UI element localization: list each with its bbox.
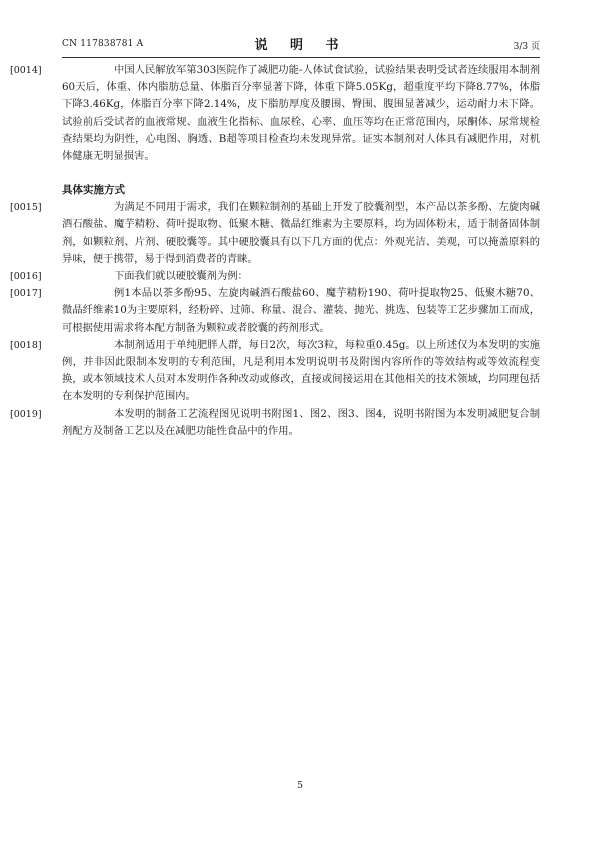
page-indicator: 3/3 页 bbox=[513, 42, 540, 52]
paragraph-0015 bbox=[10, 199, 540, 268]
paragraph-number: [0015] bbox=[10, 202, 42, 214]
paragraph-text: 本发明的制备工艺流程图见说明书附图1、图2、图3、图4，说明书附图为本发明减肥复合制剂配方及制备工艺以及在减肥功能性食品中的作用。 bbox=[62, 407, 540, 437]
paragraph-text: 中国人民解放军第303医院作了减肥功能-人体试食试验，试验结果表明受试者连续服用本制剂60天后，体重、体内脂肪总量、体脂百分率显著下降，体重下降5.05Kg，超重度平均下降8.77%，体脂下降3.46Kg，体脂百分率下降2.14%，皮下脂肪厚度及腰围、臀围、腹围显著减少，运动耐力未下降。试验前后受试者的血液常规、血液生化指标、血尿栓、心率、血压等均在正常范围内，尿酮体、尿常规检查结果均为阴性，心电图、胸透、B超等项目检查均未发现异常。证实本制剂对人体具有减肥作用，对机体健康无明显损害。 bbox=[62, 64, 540, 163]
paragraph-number: [0014] bbox=[10, 65, 42, 76]
paragraph-0019 bbox=[10, 406, 540, 440]
paragraph-text: 下面我们就以硬胶囊剂为例： bbox=[114, 270, 248, 283]
paragraph-number: [0019] bbox=[10, 408, 42, 420]
paragraph-number: [0017] bbox=[10, 288, 42, 300]
paragraph-0018 bbox=[10, 337, 540, 406]
section-heading: 具体实施方式 bbox=[62, 184, 125, 197]
document-title: 说 明 书 bbox=[254, 38, 348, 53]
paragraph-0014 bbox=[10, 62, 540, 165]
paragraph-0017 bbox=[10, 285, 540, 337]
paragraph-number: [0016] bbox=[10, 271, 42, 283]
paragraph-0016 bbox=[10, 268, 540, 285]
paragraph-text: 为满足不同用于需求，我们在颗粒制剂的基础上开发了胶囊剂型，本产品以茶多酚、左旋肉碱酒石酸盐、魔芋精粉、荷叶提取物、低聚木糖、微晶红维素为主要原料，均为固体粉末，适于制备固体制剂，如颗粒剂、片剂、硬胶囊等。其中硬胶囊具有以下几方面的优点：外观光洁、美观，可以掩盖原料的异味，便于携带，易于得到消费者的青睐。 bbox=[62, 201, 540, 265]
publication-number: CN 117838781 A bbox=[62, 39, 144, 49]
header-rule bbox=[62, 57, 540, 58]
page-header bbox=[62, 34, 540, 56]
paragraph-text: 例1本品以茶多酚95、左旋肉碱酒石酸盐60、魔芋精粉190、荷叶提取物25、低聚木糖70、微晶纤维素10为主要原料，经粉碎、过筛、称量、混合、灌装、抛光、挑选、包装等工艺步骤加工而成，可根据使用需求将本配方制备为颗粒或者胶囊的药剂形式。 bbox=[62, 287, 540, 334]
footer-page-number: 5 bbox=[296, 780, 304, 791]
paragraph-number: [0018] bbox=[10, 339, 42, 351]
paragraph-text: 本制剂适用于单纯肥胖人群，每日2次，每次3粒，每粒重0.45g。以上所述仅为本发明的实施例，并非因此限制本发明的专利范围，凡是利用本发明说明书及附图内容所作的等效结构或等效流程变换，或本领域技术人员对本发明作各种改动或修改，直接或间接运用在其他相关的技术领域，均同理包括在本发明的专利保护范围内。 bbox=[62, 338, 540, 403]
document-body bbox=[10, 62, 540, 440]
